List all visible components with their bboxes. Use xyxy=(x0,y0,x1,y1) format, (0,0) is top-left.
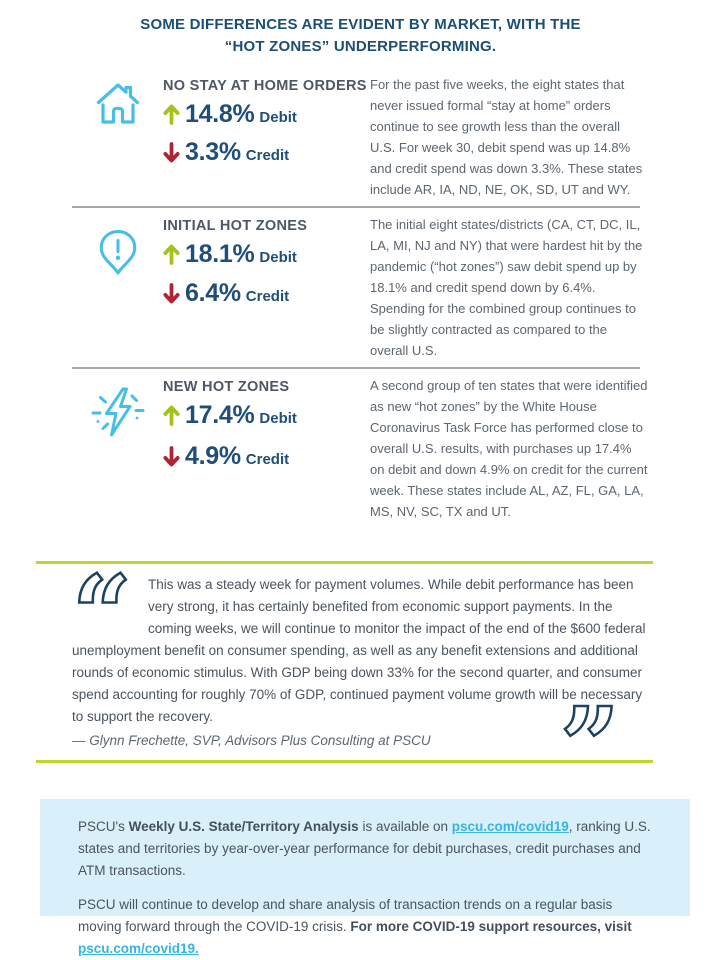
debit-value: 17.4% xyxy=(185,400,255,429)
footer-paragraph-1 xyxy=(78,816,652,882)
covid19-link-2[interactable]: pscu.com/covid19. xyxy=(78,940,199,956)
credit-value: 4.9% xyxy=(185,441,241,470)
report-page xyxy=(0,14,721,956)
open-quote-icon xyxy=(72,551,134,675)
down-arrow-icon xyxy=(163,445,180,468)
credit-stat xyxy=(163,442,370,471)
section-stats xyxy=(163,74,370,200)
footer-paragraph-2 xyxy=(78,894,652,960)
down-arrow-icon xyxy=(163,141,180,164)
footer-p2-bold: For more COVID-19 support resources, visit xyxy=(350,918,632,934)
debit-value: 18.1% xyxy=(185,239,255,268)
footer-p1-pre: PSCU's xyxy=(78,818,129,834)
debit-value: 14.8% xyxy=(185,99,255,128)
credit-label: Credit xyxy=(245,287,290,305)
up-arrow-icon xyxy=(163,243,180,266)
section-description-cell xyxy=(370,375,648,522)
page-title-line2: “HOT ZONES” UNDERPERFORMING. xyxy=(224,37,497,55)
section-heading: INITIAL HOT ZONES xyxy=(163,217,308,234)
alert-pin-icon xyxy=(72,214,163,361)
quote-block xyxy=(72,551,648,807)
credit-value: 6.4% xyxy=(185,278,241,307)
footer-p1-bold: Weekly U.S. State/Territory Analysis xyxy=(128,818,359,834)
credit-label: Credit xyxy=(245,450,290,468)
credit-value: 3.3% xyxy=(185,137,241,166)
debit-stat xyxy=(163,401,370,430)
svg-text:”: ” xyxy=(560,683,620,807)
market-sections xyxy=(72,68,648,528)
footer-callout-box xyxy=(40,799,690,956)
up-arrow-icon xyxy=(163,404,180,427)
section-no-stay-at-home xyxy=(72,68,648,206)
debit-label: Debit xyxy=(259,108,297,126)
debit-stat xyxy=(163,100,370,129)
section-stats xyxy=(163,375,370,522)
close-quote-icon xyxy=(558,683,620,807)
section-description-cell xyxy=(370,74,648,200)
debit-label: Debit xyxy=(259,248,297,266)
section-description: A second group of ten states that were identified as new “hot zones” by the White House Coronavirus Task Force has performed close to overall U.S. results, with purchases up 17.4% on debit and down 4.9% on credit for the current week. These states include AL, AZ, FL, GA, LA, MS, NV, SC, TX and UT. xyxy=(370,377,648,519)
footer-p1-post: , ranking U.S. states and territories by year-over-year performance for debit purchases, credit purchases and ATM transactions. xyxy=(78,818,651,878)
debit-stat xyxy=(163,240,370,269)
covid19-link-1[interactable]: pscu.com/covid19 xyxy=(451,818,569,834)
section-new-hot-zones xyxy=(72,369,648,528)
spark-icon xyxy=(72,375,163,522)
footer-p1-mid: is available on xyxy=(358,818,452,834)
footer-p2-pre: PSCU will continue to develop and share analysis of transaction trends on a regular basis moving forward through the COVID-19 crisis. xyxy=(78,896,613,934)
credit-stat xyxy=(163,279,370,308)
credit-stat xyxy=(163,138,370,167)
quote-attribution: — Glynn Frechette, SVP, Advisors Plus Consulting at PSCU xyxy=(72,732,431,748)
section-heading: NEW HOT ZONES xyxy=(163,378,290,395)
debit-label: Debit xyxy=(259,409,297,427)
svg-text:“: “ xyxy=(72,551,132,675)
down-arrow-icon xyxy=(163,282,180,305)
section-heading: NO STAY AT HOME ORDERS xyxy=(163,77,367,94)
quote-text: This was a steady week for payment volumes. While debit performance has been very strong, it has certainly benefited from economic support payments. In the coming weeks, we will continue to monitor the impact of the end of the $600 federal unemployment benefit on consumer spending, as well as any benefit extensions and additional rounds of economic stimulus. With GDP being down 33% for the second quarter, and consumer spend accounting for roughly 70% of GDP, continued payment volume growth will be necessary to support the recovery. xyxy=(72,576,646,724)
section-initial-hot-zones xyxy=(72,208,648,367)
page-title-line1: SOME DIFFERENCES ARE EVIDENT BY MARKET, WITH THE xyxy=(140,16,581,33)
section-description: For the past five weeks, the eight states that never issued formal “stay at home” orders continue to see growth less than the overall U.S. For week 30, debit spend was up 14.8% and credit spend was down 3.3%. These states include AR, IA, ND, NE, OK, SD, UT and WY. xyxy=(370,76,643,197)
credit-label: Credit xyxy=(245,146,290,164)
house-icon xyxy=(72,74,163,200)
section-stats xyxy=(163,214,370,361)
page-title xyxy=(30,14,691,58)
up-arrow-icon xyxy=(163,103,180,126)
section-description-cell xyxy=(370,214,648,361)
section-description: The initial eight states/districts (CA, CT, DC, IL, LA, MI, NJ and NY) that were hardest hit by the pandemic (“hot zones”) saw debit spend up by 18.1% and credit spend down by 6.4%. Spending for the combined group continues to be slightly contracted as compared to the overall U.S. xyxy=(370,216,643,358)
